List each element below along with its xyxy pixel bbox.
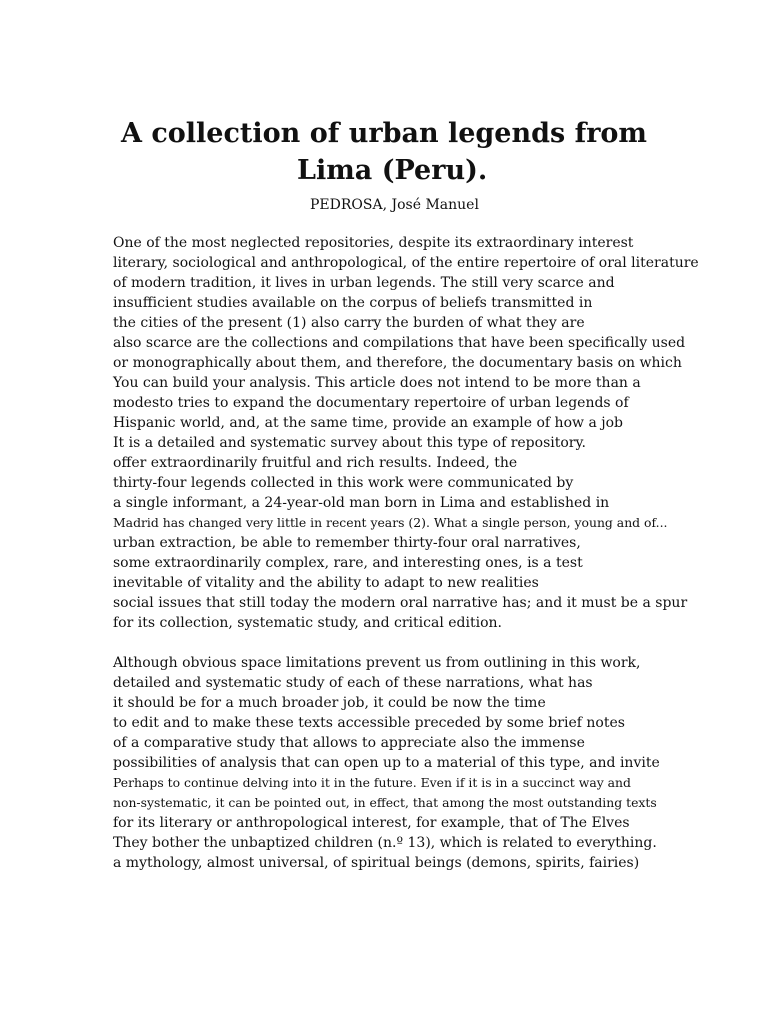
text-line: detailed and systematic study of each of these narrations, what has bbox=[113, 675, 593, 691]
text-line: some extraordinarily complex, rare, and interesting ones, is a test bbox=[113, 555, 583, 571]
text-line: of a comparative study that allows to appreciate also the immense bbox=[113, 735, 585, 751]
body-paragraph-1 bbox=[113, 233, 699, 633]
text-line: inevitable of vitality and the ability to adapt to new realities bbox=[113, 575, 539, 591]
text-line: You can build your analysis. This article does not intend to be more than a bbox=[113, 375, 641, 391]
text-line: Perhaps to continue delving into it in the future. Even if it is in a succinct way and bbox=[113, 775, 631, 790]
body-paragraph-2 bbox=[113, 653, 673, 873]
text-line: it should be for a much broader job, it could be now the time bbox=[113, 695, 546, 711]
text-line: the cities of the present (1) also carry the burden of what they are bbox=[113, 315, 585, 331]
text-line: insufficient studies available on the corpus of beliefs transmitted in bbox=[113, 295, 593, 311]
text-line: or monographically about them, and therefore, the documentary basis on which bbox=[113, 355, 682, 371]
text-line: a single informant, a 24-year-old man born in Lima and established in bbox=[113, 495, 610, 511]
text-line: Although obvious space limitations prevent us from outlining in this work, bbox=[113, 655, 641, 671]
text-line: for its collection, systematic study, and critical edition. bbox=[113, 615, 502, 631]
text-line: social issues that still today the modern oral narrative has; and it must be a spur bbox=[113, 595, 688, 611]
text-line: One of the most neglected repositories, despite its extraordinary interest bbox=[113, 235, 634, 251]
text-line: thirty-four legends collected in this work were communicated by bbox=[113, 475, 574, 491]
text-line: literary, sociological and anthropological, of the entire repertoire of oral literature bbox=[113, 255, 699, 271]
text-line: a mythology, almost universal, of spiritual beings (demons, spirits, fairies) bbox=[113, 855, 640, 871]
text-line: to edit and to make these texts accessible preceded by some brief notes bbox=[113, 715, 625, 731]
text-line: non-systematic, it can be pointed out, in effect, that among the most outstanding texts bbox=[113, 795, 657, 810]
document-title-line-2: Lima (Peru). bbox=[297, 155, 488, 186]
text-line: for its literary or anthropological interest, for example, that of The Elves bbox=[113, 815, 630, 831]
text-line: Madrid has changed very little in recent years (2). What a single person, young and of... bbox=[113, 515, 668, 530]
text-line: It is a detailed and systematic survey about this type of repository. bbox=[113, 435, 586, 451]
text-line: offer extraordinarily fruitful and rich results. Indeed, the bbox=[113, 455, 518, 471]
text-line: Hispanic world, and, at the same time, provide an example of how a job bbox=[113, 415, 623, 431]
author-name: PEDROSA, José Manuel bbox=[310, 197, 479, 213]
text-line: of modern tradition, it lives in urban legends. The still very scarce and bbox=[113, 275, 615, 291]
text-line: urban extraction, be able to remember thirty-four oral narratives, bbox=[113, 535, 581, 551]
text-line: possibilities of analysis that can open up to a material of this type, and invite bbox=[113, 755, 660, 771]
text-line: also scarce are the collections and compilations that have been specifically used bbox=[113, 335, 686, 351]
document-title-line-1: A collection of urban legends from bbox=[121, 118, 647, 149]
text-line: They bother the unbaptized children (n.º 13), which is related to everything. bbox=[113, 835, 657, 851]
text-line: modesto tries to expand the documentary repertoire of urban legends of bbox=[113, 395, 629, 411]
